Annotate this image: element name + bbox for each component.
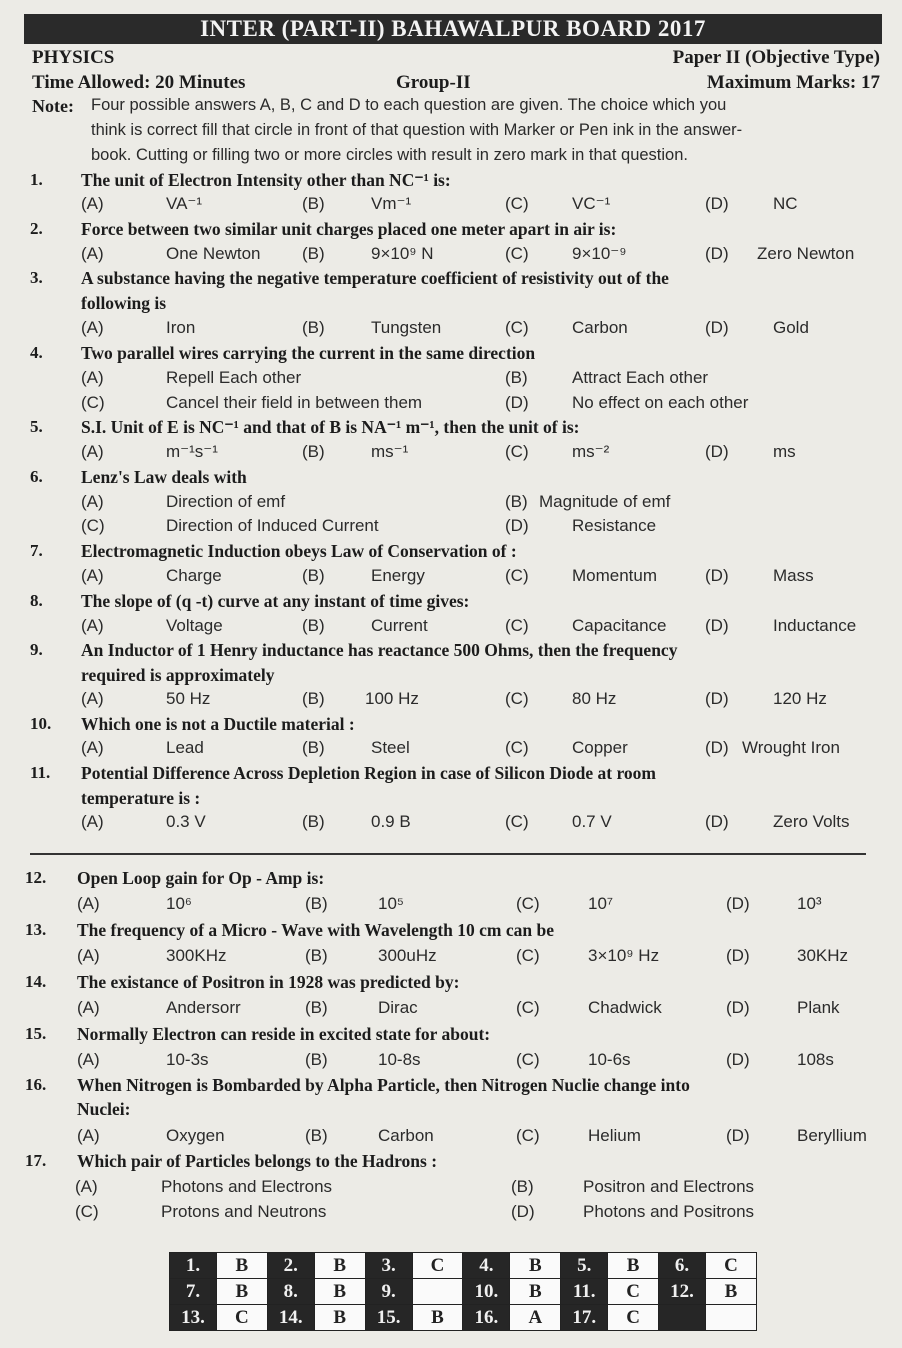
question-text: S.I. Unit of E is NC⁻¹ and that of B is NA⁻¹ m⁻¹, then the unit of is: <box>81 417 580 437</box>
question-text-continued: following is <box>81 293 167 313</box>
option-text: 10-8s <box>378 1050 421 1069</box>
option-letter: (D) <box>705 812 729 831</box>
option-letter: (A) <box>81 442 104 461</box>
options-row <box>0 393 902 417</box>
question-row <box>0 268 902 292</box>
option-text: Copper <box>572 738 628 757</box>
option-text: Current <box>371 616 428 635</box>
question-number: 1. <box>30 170 43 189</box>
option-letter: (C) <box>505 812 529 831</box>
question-number: 9. <box>30 640 43 659</box>
option-text: Iron <box>166 318 196 337</box>
answer-key-qnum: 10. <box>463 1279 510 1305</box>
answer-key-answer: B <box>314 1279 365 1305</box>
answer-key-answer: B <box>510 1279 561 1305</box>
option-letter: (A) <box>75 1177 98 1196</box>
option-text: Charge <box>166 566 222 585</box>
options-row <box>0 738 902 762</box>
answer-key-table <box>169 1252 757 1331</box>
option-text: 108s <box>797 1050 834 1069</box>
option-letter: (C) <box>505 194 529 213</box>
option-letter: (D) <box>705 738 729 757</box>
option-letter: (D) <box>726 894 750 913</box>
option-text: Cancel their field in between them <box>166 393 423 412</box>
option-text: Plank <box>797 998 840 1017</box>
answer-key-qnum: 8. <box>267 1279 314 1305</box>
options-row <box>0 1177 902 1201</box>
note-label: Note: <box>32 96 74 116</box>
option-text: Direction of emf <box>166 492 286 511</box>
answer-key-answer: B <box>705 1279 756 1305</box>
answer-key-qnum: 7. <box>170 1279 217 1305</box>
question-number: 13. <box>25 920 47 939</box>
option-letter: (D) <box>705 616 729 635</box>
question-text: The existance of Positron in 1928 was predicted by: <box>77 972 460 992</box>
option-letter: (C) <box>505 689 529 708</box>
question-row <box>0 972 902 996</box>
option-letter: (B) <box>305 1050 328 1069</box>
option-text: 0.3 V <box>166 812 206 831</box>
option-letter: (A) <box>81 194 104 213</box>
option-text: Zero Volts <box>773 812 850 831</box>
option-text: Capacitance <box>572 616 667 635</box>
option-letter: (A) <box>77 894 100 913</box>
question-row <box>0 920 902 944</box>
question-text: The frequency of a Micro - Wave with Wavelength 10 cm can be <box>77 920 555 940</box>
option-text: Carbon <box>572 318 628 337</box>
paper-label: Paper II (Objective Type) <box>672 47 880 68</box>
option-letter: (B) <box>505 492 528 511</box>
question-number: 11. <box>30 763 51 782</box>
group-label: Group-II <box>396 72 471 93</box>
answer-key-qnum: 17. <box>561 1305 608 1331</box>
options-row <box>0 1050 902 1074</box>
question-text-continued: required is approximately <box>81 665 275 685</box>
options-row <box>0 442 902 466</box>
option-text: 10⁵ <box>378 894 404 913</box>
option-letter: (B) <box>305 894 328 913</box>
answer-key-answer <box>412 1279 463 1305</box>
option-text: Momentum <box>572 566 658 585</box>
answer-key-qnum: 12. <box>659 1279 706 1305</box>
question-row <box>0 1075 902 1099</box>
question-text: Potential Difference Across Depletion Region in case of Silicon Diode at room <box>81 763 656 783</box>
question-text: Lenz's Law deals with <box>81 467 247 487</box>
option-letter: (D) <box>726 998 750 1017</box>
option-letter: (A) <box>77 946 100 965</box>
option-text: Attract Each other <box>572 368 709 387</box>
section-divider <box>30 853 866 855</box>
option-text: Positron and Electrons <box>583 1177 755 1196</box>
option-letter: (B) <box>305 946 328 965</box>
option-text: 10-6s <box>588 1050 631 1069</box>
answer-key-answer: B <box>412 1305 463 1331</box>
option-letter: (D) <box>511 1202 535 1221</box>
option-letter: (B) <box>302 194 325 213</box>
option-text: 120 Hz <box>773 689 827 708</box>
question-row-continued <box>0 665 902 689</box>
option-text: Protons and Neutrons <box>161 1202 327 1221</box>
question-number: 15. <box>25 1024 47 1043</box>
option-letter: (A) <box>77 1050 100 1069</box>
option-text: 10⁷ <box>588 894 614 913</box>
option-text: Photons and Electrons <box>161 1177 333 1196</box>
options-row <box>0 1126 902 1150</box>
option-letter: (D) <box>726 1126 750 1145</box>
option-letter: (A) <box>81 368 104 387</box>
options-row <box>0 318 902 342</box>
question-row-continued <box>0 293 902 317</box>
question-number: 5. <box>30 417 43 436</box>
question-number: 7. <box>30 541 43 560</box>
option-letter: (B) <box>302 442 325 461</box>
option-text: 10⁶ <box>166 894 192 913</box>
option-letter: (A) <box>81 244 104 263</box>
option-letter: (B) <box>511 1177 534 1196</box>
question-text: Normally Electron can reside in excited state for about: <box>77 1024 491 1044</box>
option-text: Oxygen <box>166 1126 225 1145</box>
option-letter: (D) <box>505 393 529 412</box>
option-text: ms⁻² <box>572 442 610 461</box>
answer-key-qnum: 13. <box>170 1305 217 1331</box>
answer-key-qnum: 14. <box>267 1305 314 1331</box>
options-row <box>0 368 902 392</box>
option-text: Tungsten <box>371 318 442 337</box>
answer-key-row <box>170 1305 757 1331</box>
answer-key-qnum: 1. <box>170 1253 217 1279</box>
answer-key-answer: B <box>216 1279 267 1305</box>
option-text: Helium <box>588 1126 641 1145</box>
option-text: Resistance <box>572 516 657 535</box>
maximum-marks: Maximum Marks: 17 <box>706 72 880 93</box>
option-text: Energy <box>371 566 425 585</box>
answer-key-qnum: 3. <box>365 1253 412 1279</box>
option-letter: (A) <box>81 318 104 337</box>
options-row <box>0 244 902 268</box>
option-text: Lead <box>166 738 204 757</box>
answer-key-answer <box>705 1305 756 1331</box>
option-letter: (C) <box>516 946 540 965</box>
options-row <box>0 194 902 218</box>
option-text: Voltage <box>166 616 223 635</box>
question-row <box>0 868 902 892</box>
answer-key-row <box>170 1279 757 1305</box>
option-text: VC⁻¹ <box>572 194 611 213</box>
answer-key-qnum <box>659 1305 706 1331</box>
option-letter: (C) <box>505 442 529 461</box>
question-text: Force between two similar unit charges placed one meter apart in air is: <box>81 219 617 239</box>
option-text: Photons and Positrons <box>583 1202 755 1221</box>
option-text: NC <box>773 194 798 213</box>
option-text: 0.7 V <box>572 812 612 831</box>
answer-key-qnum: 5. <box>561 1253 608 1279</box>
option-text: Direction of Induced Current <box>166 516 379 535</box>
option-text: Beryllium <box>797 1126 867 1145</box>
option-text: 50 Hz <box>166 689 211 708</box>
question-number: 17. <box>25 1151 47 1170</box>
option-letter: (C) <box>516 998 540 1017</box>
option-text: 0.9 B <box>371 812 411 831</box>
answer-key-qnum: 15. <box>365 1305 412 1331</box>
option-text: 10³ <box>797 894 822 913</box>
answer-key-answer: C <box>608 1305 659 1331</box>
option-letter: (B) <box>302 616 325 635</box>
option-text: 80 Hz <box>572 689 617 708</box>
question-number: 16. <box>25 1075 47 1094</box>
answer-key-answer: B <box>216 1253 267 1279</box>
option-letter: (C) <box>81 516 105 535</box>
option-text: Mass <box>773 566 814 585</box>
options-row <box>0 616 902 640</box>
question-row <box>0 640 902 664</box>
answer-key-qnum: 6. <box>659 1253 706 1279</box>
option-text: 9×10⁻⁹ <box>572 244 627 263</box>
question-text: The unit of Electron Intensity other than NC⁻¹ is: <box>81 170 451 190</box>
answer-key-answer: C <box>412 1253 463 1279</box>
time-allowed: Time Allowed: 20 Minutes <box>32 72 246 93</box>
option-letter: (C) <box>516 1126 540 1145</box>
option-letter: (D) <box>705 689 729 708</box>
answer-key-row <box>170 1253 757 1279</box>
option-text: 10-3s <box>166 1050 209 1069</box>
option-text: Magnitude of emf <box>539 492 671 511</box>
option-letter: (D) <box>705 442 729 461</box>
option-letter: (C) <box>516 894 540 913</box>
option-text: Carbon <box>378 1126 434 1145</box>
option-text: ms⁻¹ <box>371 442 409 461</box>
question-text: Which pair of Particles belongs to the Hadrons : <box>77 1151 438 1171</box>
option-letter: (C) <box>75 1202 99 1221</box>
options-row <box>0 492 902 516</box>
option-letter: (D) <box>705 566 729 585</box>
option-letter: (D) <box>705 244 729 263</box>
answer-key-answer: C <box>216 1305 267 1331</box>
option-letter: (A) <box>81 689 104 708</box>
question-row <box>0 343 902 367</box>
option-letter: (B) <box>302 812 325 831</box>
option-text: 300KHz <box>166 946 227 965</box>
option-text: Chadwick <box>588 998 662 1017</box>
question-text: Electromagnetic Induction obeys Law of Conservation of : <box>81 541 517 561</box>
question-row <box>0 714 902 738</box>
question-row <box>0 467 902 491</box>
option-text: Andersorr <box>166 998 241 1017</box>
question-number: 6. <box>30 467 43 486</box>
option-text: 30KHz <box>797 946 849 965</box>
option-letter: (A) <box>81 566 104 585</box>
question-row-continued <box>0 1099 902 1123</box>
answer-key-answer: C <box>705 1253 756 1279</box>
option-letter: (C) <box>505 244 529 263</box>
exam-title-banner: INTER (PART-II) BAHAWALPUR BOARD 2017 <box>24 14 882 44</box>
option-letter: (B) <box>302 689 325 708</box>
answer-key-answer: B <box>314 1305 365 1331</box>
options-row <box>0 812 902 836</box>
answer-key-qnum: 2. <box>267 1253 314 1279</box>
option-text: Wrought Iron <box>742 738 840 757</box>
option-text: One Newton <box>166 244 261 263</box>
option-letter: (B) <box>302 318 325 337</box>
option-letter: (B) <box>302 244 325 263</box>
option-letter: (A) <box>81 616 104 635</box>
option-letter: (A) <box>81 738 104 757</box>
question-row <box>0 1024 902 1048</box>
option-letter: (D) <box>505 516 529 535</box>
option-letter: (A) <box>77 998 100 1017</box>
question-text-continued: temperature is : <box>81 788 201 808</box>
question-number: 4. <box>30 343 43 362</box>
option-text: Steel <box>371 738 410 757</box>
subject-label: PHYSICS <box>32 47 115 68</box>
option-letter: (B) <box>305 1126 328 1145</box>
option-letter: (D) <box>705 318 729 337</box>
option-text: Inductance <box>773 616 857 635</box>
answer-key-answer: C <box>608 1279 659 1305</box>
answer-key-answer: A <box>510 1305 561 1331</box>
answer-key-qnum: 16. <box>463 1305 510 1331</box>
answer-key-answer: B <box>314 1253 365 1279</box>
option-text: Repell Each other <box>166 368 302 387</box>
option-text: ms <box>773 442 796 461</box>
option-text: Zero Newton <box>757 244 855 263</box>
options-row <box>0 689 902 713</box>
option-letter: (B) <box>305 998 328 1017</box>
question-number: 3. <box>30 268 43 287</box>
question-row <box>0 1151 902 1175</box>
question-row <box>0 417 902 441</box>
question-text: When Nitrogen is Bombarded by Alpha Particle, then Nitrogen Nuclie change into <box>77 1075 690 1095</box>
note-line: Four possible answers A, B, C and D to each question are given. The choice which you <box>91 96 727 114</box>
option-text: m⁻¹s⁻¹ <box>166 442 218 461</box>
question-row-continued <box>0 788 902 812</box>
option-text: 100 Hz <box>365 689 419 708</box>
options-row <box>0 894 902 918</box>
answer-key-qnum: 9. <box>365 1279 412 1305</box>
question-number: 10. <box>30 714 52 733</box>
option-text: 3×10⁹ Hz <box>588 946 660 965</box>
option-letter: (D) <box>726 1050 750 1069</box>
answer-key-qnum: 4. <box>463 1253 510 1279</box>
answer-key-qnum: 11. <box>561 1279 608 1305</box>
option-text: Vm⁻¹ <box>371 194 412 213</box>
question-text: Two parallel wires carrying the current in the same direction <box>81 343 536 363</box>
question-number: 12. <box>25 868 47 887</box>
option-text: No effect on each other <box>572 393 749 412</box>
option-letter: (C) <box>505 616 529 635</box>
note-line: book. Cutting or filling two or more circles with result in zero mark in that question. <box>91 146 688 164</box>
options-row <box>0 946 902 970</box>
question-text-continued: Nuclei: <box>77 1099 131 1119</box>
option-letter: (B) <box>302 566 325 585</box>
option-letter: (B) <box>505 368 528 387</box>
answer-key-answer: B <box>608 1253 659 1279</box>
option-text: 9×10⁹ N <box>371 244 434 263</box>
question-text: The slope of (q -t) curve at any instant of time gives: <box>81 591 470 611</box>
question-number: 14. <box>25 972 47 991</box>
option-letter: (D) <box>726 946 750 965</box>
option-letter: (A) <box>77 1126 100 1145</box>
option-text: VA⁻¹ <box>166 194 203 213</box>
option-text: Dirac <box>378 998 418 1017</box>
question-row <box>0 763 902 787</box>
option-letter: (D) <box>705 194 729 213</box>
options-row <box>0 516 902 540</box>
options-row <box>0 998 902 1022</box>
options-row <box>0 1202 902 1226</box>
option-text: Gold <box>773 318 809 337</box>
option-letter: (B) <box>302 738 325 757</box>
question-row <box>0 219 902 243</box>
question-row <box>0 170 902 194</box>
option-letter: (A) <box>81 812 104 831</box>
option-letter: (C) <box>81 393 105 412</box>
option-text: 300uHz <box>378 946 437 965</box>
option-letter: (C) <box>505 318 529 337</box>
option-letter: (C) <box>505 566 529 585</box>
question-text: Open Loop gain for Op - Amp is: <box>77 868 325 888</box>
question-number: 2. <box>30 219 43 238</box>
options-row <box>0 566 902 590</box>
answer-key-answer: B <box>510 1253 561 1279</box>
question-row <box>0 591 902 615</box>
option-letter: (C) <box>505 738 529 757</box>
option-letter: (C) <box>516 1050 540 1069</box>
note-line: think is correct fill that circle in front of that question with Marker or Pen ink in the answer- <box>91 121 743 139</box>
question-text: An Inductor of 1 Henry inductance has reactance 500 Ohms, then the frequency <box>81 640 678 660</box>
question-number: 8. <box>30 591 43 610</box>
question-text: A substance having the negative temperature coefficient of resistivity out of the <box>81 268 669 288</box>
question-row <box>0 541 902 565</box>
option-letter: (A) <box>81 492 104 511</box>
question-text: Which one is not a Ductile material : <box>81 714 355 734</box>
